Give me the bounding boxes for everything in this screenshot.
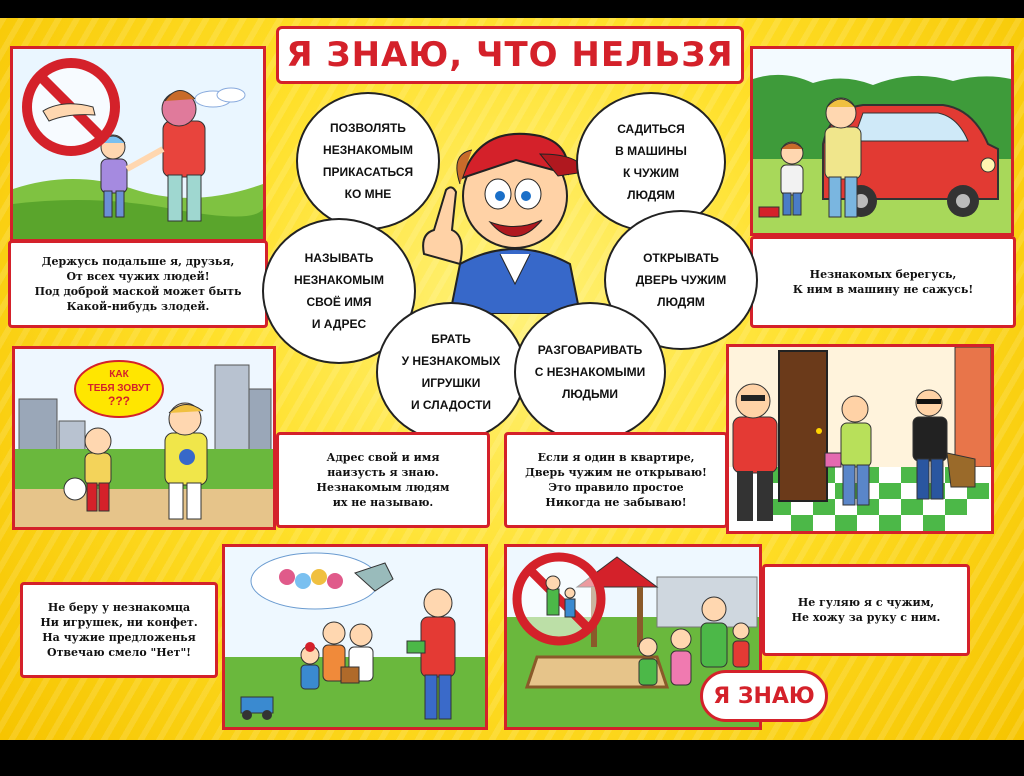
illustration-door: [726, 344, 994, 534]
verse-line: На чужие предложенья: [42, 631, 196, 644]
bubble-line: В МАШИНЫ: [615, 144, 687, 158]
bubble-line: РАЗГОВАРИВАТЬ: [537, 343, 643, 357]
rule-bubble-car: [576, 92, 726, 232]
verse-line: наизусть я знаю.: [327, 466, 439, 479]
verse-box-5: [20, 582, 218, 678]
bubble-line: ОТКРЫВАТЬ: [643, 251, 719, 265]
rule-bubble-touch: [296, 92, 440, 230]
bubble-line: ДВЕРЬ ЧУЖИМ: [635, 273, 727, 287]
verse-line: От всех чужих людей!: [66, 270, 210, 283]
rule-bubble-talk: [514, 302, 666, 442]
verse-line: Незнакомым людям: [316, 481, 450, 494]
bubble-line: ПОЗВОЛЯТЬ: [330, 121, 406, 135]
bubble-line: У НЕЗНАКОМЫХ: [401, 354, 501, 368]
speech-line: ТЕБЯ ЗОВУТ: [87, 383, 151, 394]
door-icon: [779, 351, 827, 501]
verse-box-2: [750, 236, 1016, 328]
illustration-toys: [222, 544, 488, 730]
i-know-badge: [700, 670, 828, 722]
bubble-line: И СЛАДОСТИ: [410, 398, 492, 412]
bubble-line: ПРИКАСАТЬСЯ: [322, 165, 414, 179]
illustration-name-question: [12, 346, 276, 530]
i-know-badge-label: Я ЗНАЮ: [713, 683, 815, 709]
verse-line: Незнакомых берегусь,: [809, 268, 957, 281]
prohibition-icon: [27, 63, 115, 151]
poster-title-box: [276, 26, 744, 84]
verse-box-3: [276, 432, 490, 528]
bubble-line: САДИТЬСЯ: [617, 122, 685, 136]
illustration-stranger-touch: [10, 46, 266, 242]
verse-line: Отвечаю смело "Нет"!: [47, 646, 191, 659]
bubble-line: И АДРЕС: [311, 317, 367, 331]
verse-box-1: [8, 240, 268, 328]
speech-line: ???: [108, 394, 130, 408]
verse-box-4: [504, 432, 728, 528]
poster-title: Я ЗНАЮ, ЧТО НЕЛЬЗЯ: [286, 35, 734, 75]
verse-line: Не хожу за руку с ним.: [791, 611, 941, 624]
verse-line: Это правило простое: [548, 481, 684, 494]
verse-line: Какой-нибудь злодей.: [66, 300, 210, 313]
bubble-line: СВОЁ ИМЯ: [306, 295, 372, 309]
verse-line: Дверь чужим не открываю!: [525, 466, 707, 479]
verse-box-6: [762, 564, 970, 656]
bubble-line: НАЗЫВАТЬ: [304, 251, 374, 265]
verse-line: Под доброй маской может быть: [34, 285, 242, 298]
bubble-line: НЕЗНАКОМЫМ: [323, 143, 413, 157]
verse-line: Держусь подальше я, друзья,: [41, 255, 235, 268]
illustration-car: [750, 46, 1014, 236]
bubble-line: НЕЗНАКОМЫМ: [294, 273, 384, 287]
rule-bubble-toys: [376, 302, 526, 442]
verse-line: Никогда не забываю!: [545, 496, 687, 509]
bubble-line: С НЕЗНАКОМЫМИ: [534, 365, 646, 379]
verse-line: их не называю.: [332, 496, 434, 509]
verse-line: Если я один в квартире,: [537, 451, 695, 464]
verse-line: Ни игрушек, ни конфет.: [40, 616, 198, 629]
bubble-line: ЛЮДЯМ: [657, 295, 705, 309]
bubble-line: ЛЮДЯМ: [627, 188, 675, 202]
bubble-line: КО МНЕ: [344, 187, 392, 201]
bubble-line: К ЧУЖИМ: [622, 166, 680, 180]
prohibition-icon: [517, 557, 601, 641]
bubble-line: ЛЮДЬМИ: [562, 387, 618, 401]
verse-line: Не беру у незнакомца: [47, 601, 191, 614]
poster: [0, 18, 1024, 740]
bubble-line: ИГРУШКИ: [421, 376, 481, 390]
bubble-line: БРАТЬ: [431, 332, 471, 346]
verse-line: Адрес свой и имя: [326, 451, 440, 464]
verse-line: Не гуляю я с чужим,: [797, 596, 935, 609]
verse-line: К ним в машину не сажусь!: [792, 283, 974, 296]
speech-line: КАК: [109, 369, 129, 380]
